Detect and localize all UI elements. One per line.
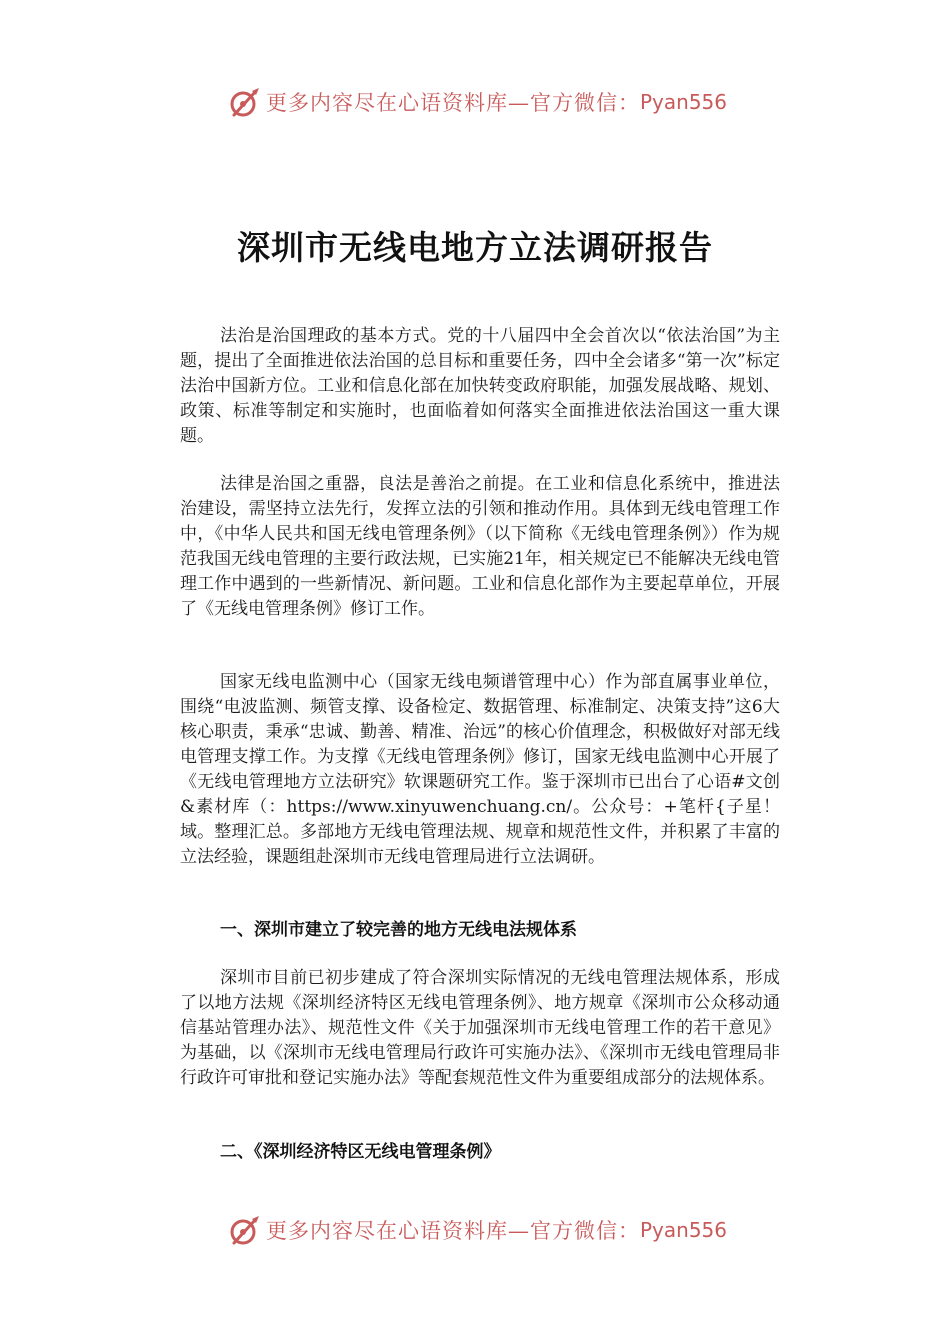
paragraph-2: 法律是治国之重器，良法是善治之前提。在工业和信息化系统中，推进法治建设，需坚持立法先行，发挥立法的引领和推动作用。具体到无线电管理工作中，《中华人民共和国无线电管理条例》（以下简称《无线电管理条例》）作为规范我国无线电管理的主要行政法规，已实施21年，相关规定已不能解决无线电管理工作中遇到的一些新情况、新问题。工业和信息化部作为主要起草单位，开展了《无线电管理条例》修订工作。 <box>180 474 780 619</box>
pen-logo-icon <box>228 85 262 119</box>
watermark-banner-top <box>0 82 950 122</box>
watermark-handle: Pyan556 <box>640 90 728 114</box>
section-heading-2: 二、《深圳经济特区无线电管理条例》 <box>220 1142 501 1162</box>
paragraph-4: 深圳市目前已初步建成了符合深圳实际情况的无线电管理法规体系，形成了以地方法规《深圳经济特区无线电管理条例》、地方规章《深圳市公众移动通信基站管理办法》、规范性文件《关于加强深圳市无线电管理工作的若干意见》为基础，以《深圳市无线电管理局行政许可实施办法》、《深圳市无线电管理局非行政许可审批和登记实施办法》等配套规范性文件为重要组成部分的法规体系。 <box>180 968 780 1088</box>
watermark-text: 更多内容尽在心语资料库—官方微信： <box>266 91 640 115</box>
watermark-text: 更多内容尽在心语资料库—官方微信： <box>266 1219 640 1243</box>
paragraph-1: 法治是治国理政的基本方式。党的十八届四中全会首次以“依法治国”为主题，提出了全面推进依法治国的总目标和重要任务，四中全会诸多“第一次”标定法治中国新方位。工业和信息化部在加快转变政府职能，加强发展战略、规划、政策、标准等制定和实施时，也面临着如何落实全面推进依法治国这一重大课题。 <box>180 326 780 446</box>
section-heading-1: 一、深圳市建立了较完善的地方无线电法规体系 <box>220 920 577 940</box>
watermark-banner-bottom <box>0 1210 950 1250</box>
watermark-handle: Pyan556 <box>640 1218 728 1242</box>
paragraph-3: 国家无线电监测中心（国家无线电频谱管理中心）作为部直属事业单位，围绕“电波监测、频管支撑、设备检定、数据管理、标准制定、决策支持”这6大核心职责，秉承“忠诚、勤善、精准、治远”的核心价值理念，积极做好对部无线电管理支撑工作。为支撑《无线电管理条例》修订，国家无线电监测中心开展了《无线电管理地方立法研究》软课题研究工作。鉴于深圳市已出台了心语#文创&素材库（：https://www.xinyuwenchuang.cn/。公众号：+笔杆{子星！域。整理汇总。多部地方无线电管理法规、规章和规范性文件，并积累了丰富的立法经验，课题组赴深圳市无线电管理局进行立法调研。 <box>180 672 780 867</box>
pen-logo-icon <box>228 1213 262 1247</box>
document-title: 深圳市无线电地方立法调研报告 <box>237 228 713 267</box>
